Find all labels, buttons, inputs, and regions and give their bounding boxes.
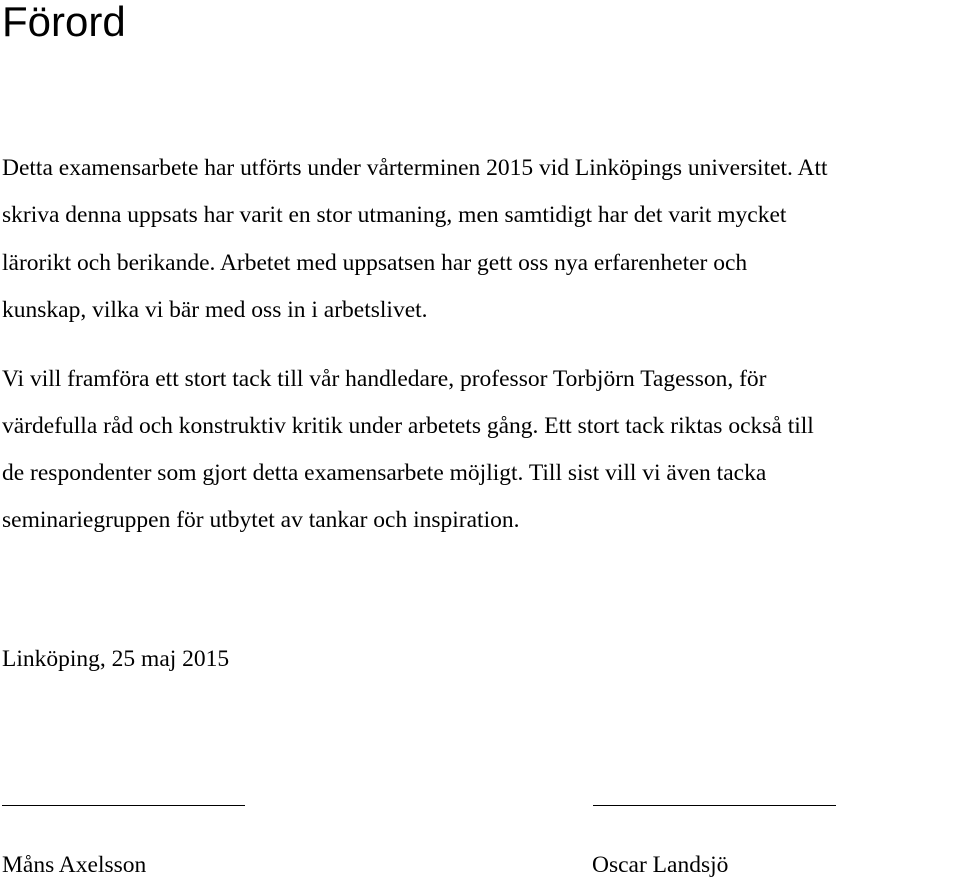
place-date: Linköping, 25 maj 2015 [2,646,230,672]
paragraph-line: skriva denna uppsats har varit en stor utmaning, men samtidigt har det varit mycket [2,202,787,228]
paragraph-line: de respondenter som gjort detta examensarbete möjligt. Till sist vill vi även tacka [2,460,767,486]
signature-line-right [593,805,836,806]
paragraph-line: lärorikt och berikande. Arbetet med uppsatsen har gett oss nya erfarenheter och [2,250,748,276]
signature-name-left: Måns Axelsson [2,852,147,878]
signature-line-left [2,805,245,806]
paragraph-line: Vi vill framföra ett stort tack till vår handledare, professor Torbjörn Tagesson, för [2,366,767,392]
paragraph-line: värdefulla råd och konstruktiv kritik under arbetets gång. Ett stort tack riktas också till [2,413,814,439]
paragraph-line: kunskap, vilka vi bär med oss in i arbetslivet. [2,297,428,323]
paragraph-line: seminariegruppen för utbytet av tankar och inspiration. [2,507,520,533]
signature-name-right: Oscar Landsjö [592,852,729,878]
page-title: Förord [2,0,126,45]
paragraph-line: Detta examensarbete har utförts under vårterminen 2015 vid Linköpings universitet. Att [2,155,828,181]
